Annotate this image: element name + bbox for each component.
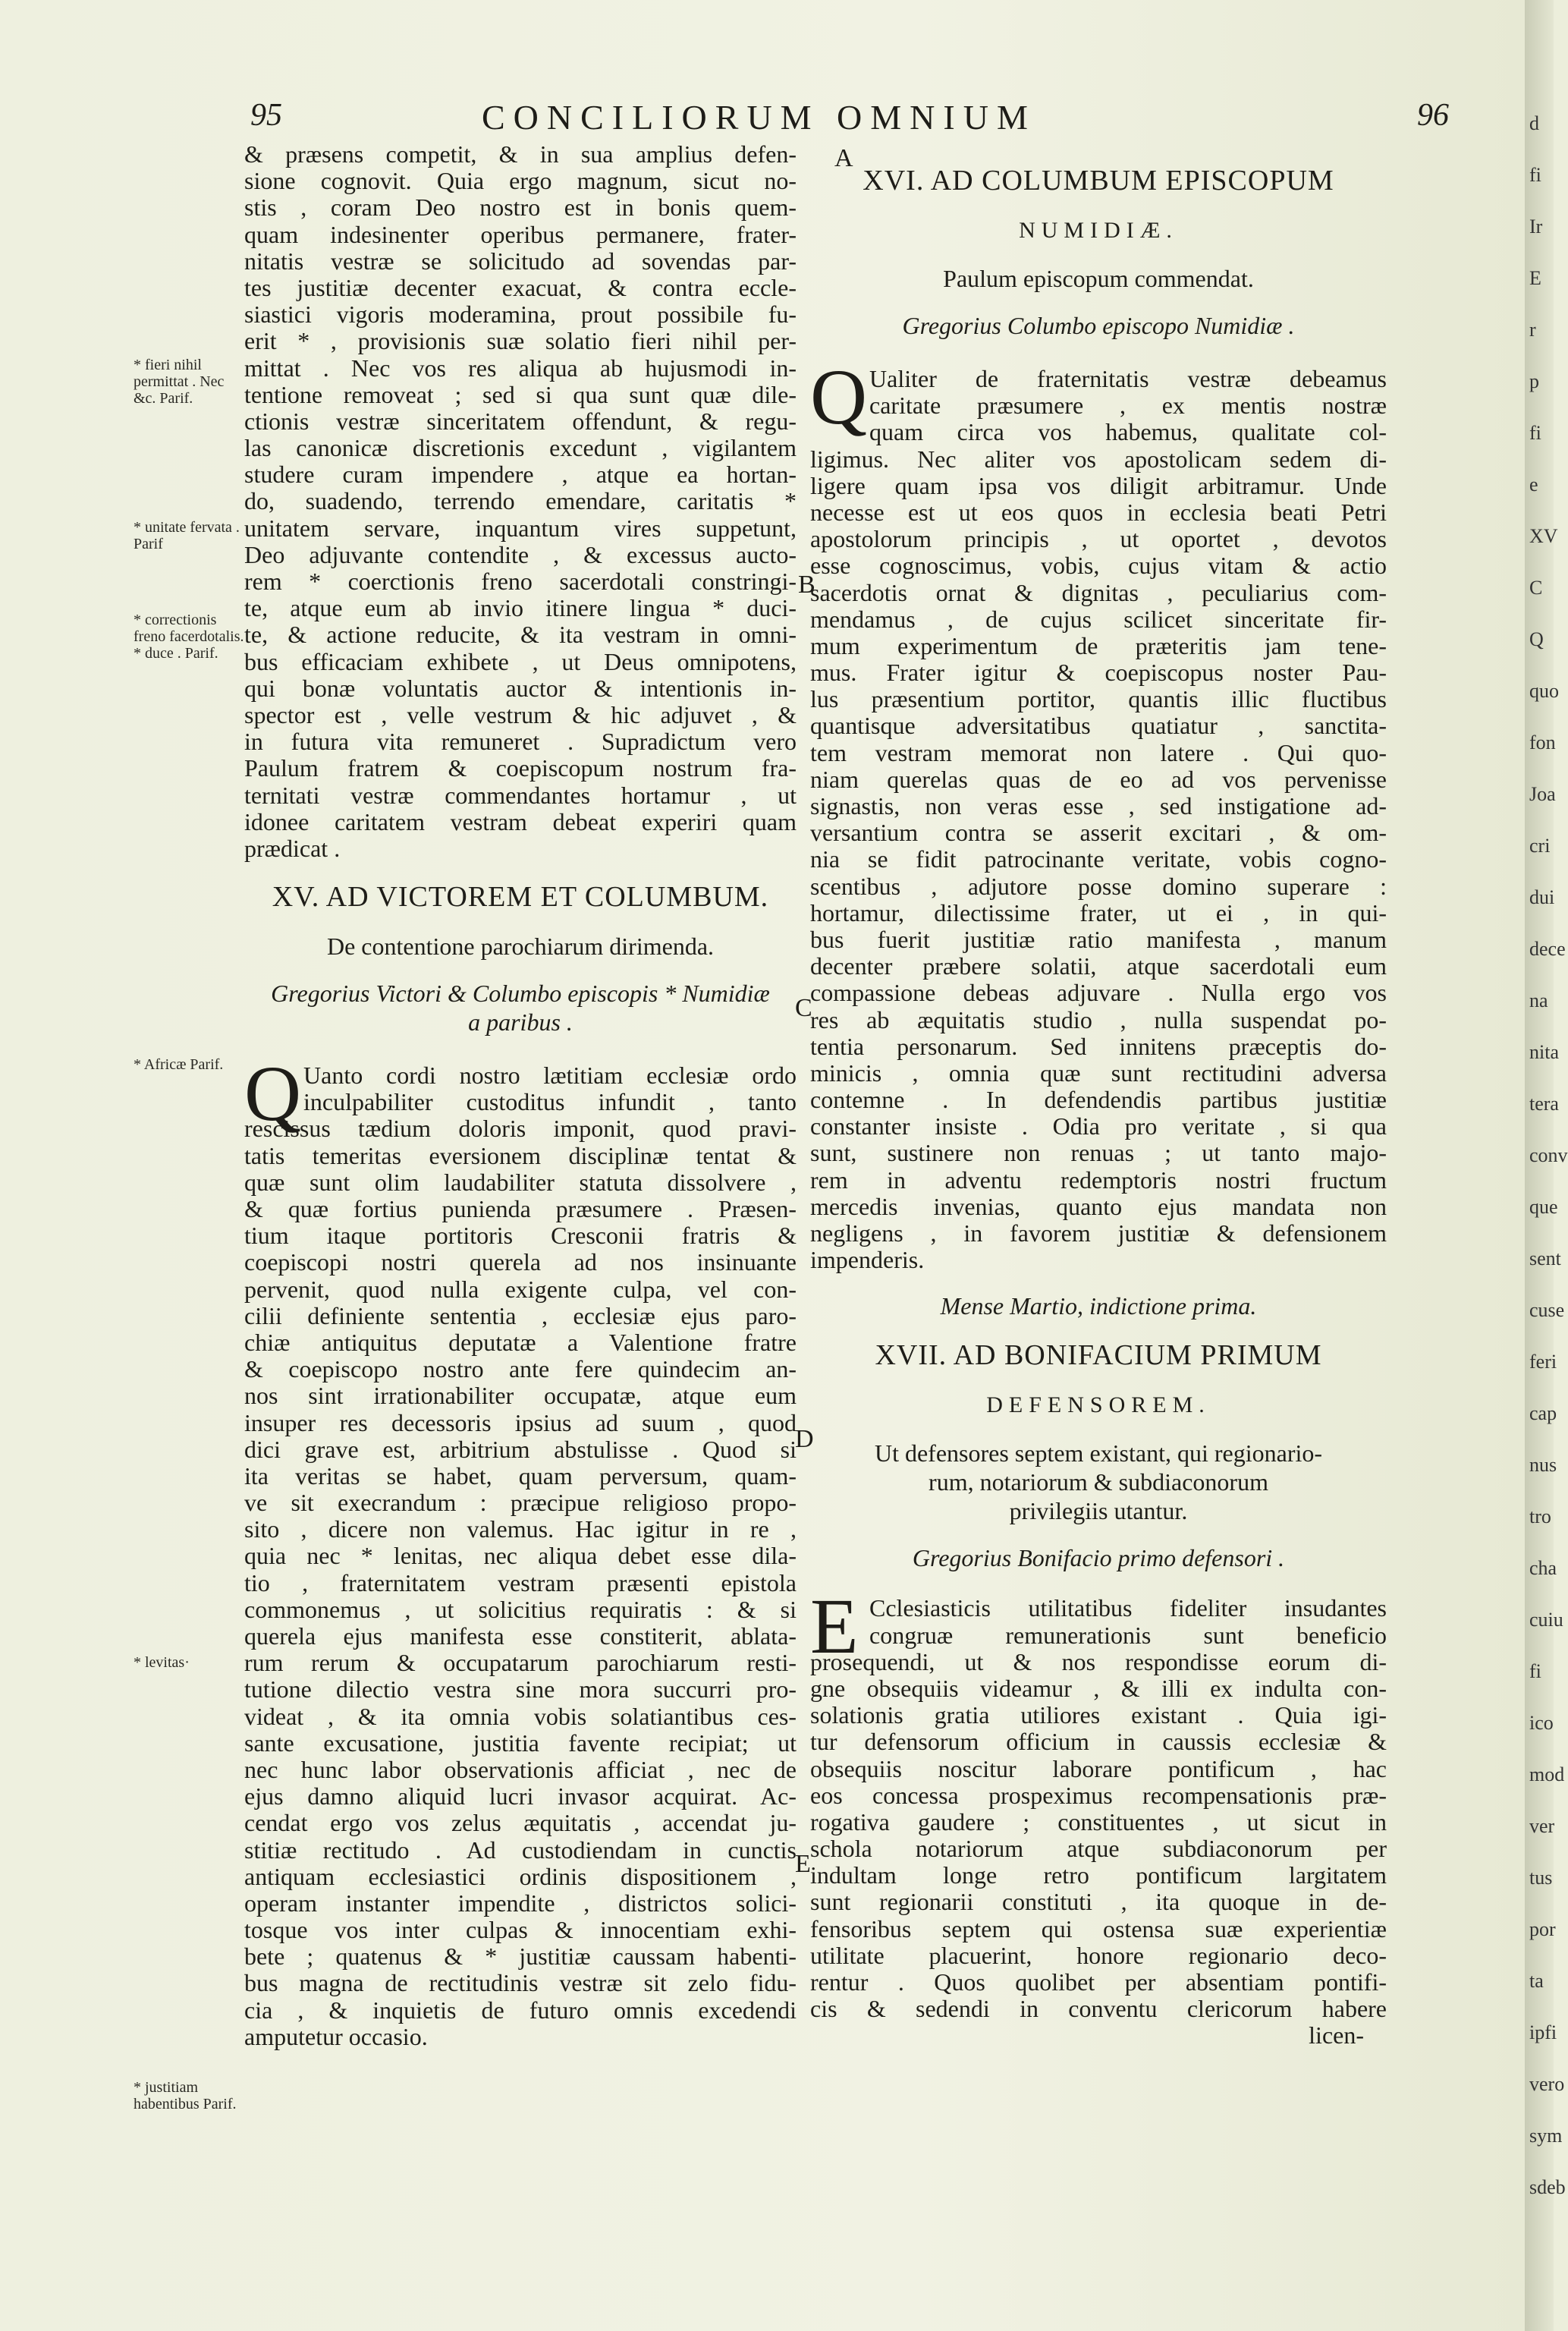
edge-fragment: por [1529,1918,1556,1940]
section-xvi-summary: Paulum episcopum commendat. [943,265,1254,292]
text-line: quia nec * lenitas, nec aliqua debet esse dila- [244,1542,797,1570]
text-line: lus præsentium portitor, quantis illic fluctibus [810,685,1387,713]
text-line: Cclesiasticis utilitatibus fideliter insudantes [869,1594,1387,1622]
text-line: congruæ remunerationis sunt beneficio [869,1621,1387,1649]
text-line: tutione dilectio vestra sine mora succurri pro- [244,1675,797,1703]
text-line: erit * , provisionis suæ solatio fieri nihil per- [244,327,797,355]
edge-fragment: cap [1529,1402,1557,1424]
edge-fragment: na [1529,989,1548,1011]
section-letter-e: E [795,1850,811,1878]
text-line: necesse est ut eos quos in ecclesia beati Petri [810,498,1387,526]
text-line: inculpabiliter custoditus infundit , tanto [303,1088,797,1116]
edge-fragment: E [1529,267,1541,289]
edge-fragment: ta [1529,1970,1544,1992]
section-xvii-inscription: Gregorius Bonifacio primo defensori . [912,1544,1285,1572]
edge-fragment: p [1529,370,1539,392]
edge-fragment: mod [1529,1763,1565,1785]
catchword: licen- [1309,2021,1364,2049]
edge-fragment: nita [1529,1041,1559,1063]
section-xv-title: XV. AD VICTOREM ET COLUMBUM. [272,881,769,914]
section-xvi-opening [810,354,1387,446]
edge-fragment: Q [1529,628,1544,650]
edge-fragment: XV [1529,525,1558,547]
text-line: videat , & ita omnia vobis solatiantibus ces- [244,1702,797,1730]
section-xvii-summary-2: rum, notariorum & subdiaconorum [929,1468,1268,1496]
text-line: do, suadendo, terrendo emendare, caritatis * [244,487,797,515]
text-line: rescissus tædium doloris imponit, quod pravi- [244,1115,797,1143]
text-line: tio , fraternitatem vestram præsenti epistola [244,1568,797,1596]
section-xv-summary: De contentione parochiarum dirimenda. [326,933,715,961]
edge-fragment: fi [1529,422,1541,444]
text-line: gne obsequiis videamur , & illi ex indulta con- [810,1674,1387,1702]
edge-fragment: nus [1529,1454,1557,1476]
text-line: rogativa gaudere ; constituentes , ut sicut in [810,1807,1387,1836]
text-line: rum rerum & occupatarum parochiarum resti- [244,1649,797,1677]
text-line: siastici vigoris moderamina, prout possibile fu- [244,300,797,329]
edge-fragment: fi [1529,164,1541,186]
edge-fragment: sym [1529,2125,1563,2147]
text-line: decenter præbere solatii, atque sacerdotali eum [810,952,1387,980]
text-line: cia , & inquietis de futuro omnis excedendi [244,1996,797,2024]
facing-page-edge [1525,0,1568,2331]
text-line: Paulum fratrem & coepiscopum nostrum fra- [244,754,797,782]
text-line: mittat . Nec vos res aliqua ab hujusmodi in- [244,354,797,382]
page-number-left: 95 [250,98,282,133]
text-line: idonee caritatem vestram debeat experiri quam [244,807,797,835]
text-line: prosequendi, ut & nos respondisse eorum di- [810,1647,1387,1675]
left-intro-text [244,141,797,862]
text-line: apostolorum principis , ut oportet , devotos [810,525,1387,553]
drop-capital: E [810,1583,859,1671]
text-line: & præsens competit, & in sua amplius defen- [244,140,797,168]
edge-fragment: sent [1529,1247,1561,1269]
drop-capital: Q [810,354,868,441]
text-line: insuper res decessoris ipsius ad suum , quod [244,1408,797,1436]
text-line: bus magna de rectitudinis vestræ sit zelo fidu- [244,1969,797,1997]
text-line: obsequiis noscitur laborare pontificum , hac [810,1754,1387,1782]
text-line: spector est , velle vestrum & hic adjuvet , & [244,700,797,728]
left-column [244,141,797,2050]
text-line: fensoribus septem qui ostensa suæ experientiæ [810,1914,1387,1942]
edge-fragment: feri [1529,1351,1557,1373]
text-line: nec hunc labor observationis afficiat , nec de [244,1755,797,1783]
section-letter-c: C [795,994,812,1022]
section-xvii-body [810,1649,1387,2023]
section-letter-a: A [834,144,853,172]
text-line: rem in adventu redemptoris nostri fructum [810,1166,1387,1194]
text-line: versantium contra se asserit excitari , & om- [810,819,1387,847]
text-line: constanter insiste . Odia pro veritate , si qua [810,1112,1387,1140]
text-line: res ab æquitatis studio , nulla suspendat po- [810,1005,1387,1033]
text-line: dici grave est, arbitrium abstulisse . Quod si [244,1435,797,1463]
section-xvi-inscription: Gregorius Columbo episcopo Numidiæ . [902,312,1295,339]
section-xvi-title: XVI. AD COLUMBUM EPISCOPUM [863,165,1334,197]
section-letter-b: B [798,571,815,599]
text-line: niam querelas quas de eo ad vos pervenisse [810,765,1387,793]
text-line: mercedis invenias, quanto ejus mandata non [810,1192,1387,1220]
section-xvi-date: Mense Martio, indictione prima. [940,1292,1257,1320]
edge-fragment: C [1529,577,1543,599]
edge-fragment: cuiu [1529,1609,1563,1631]
text-line: negligens , in favorem justitiæ & defensionem [810,1219,1387,1247]
text-line: Uanto cordi nostro lætitiam ecclesiæ ordo [303,1062,797,1090]
edge-fragment: Ir [1529,215,1543,238]
edge-fragment: conv [1529,1144,1568,1166]
text-line: quantisque adversitatibus quatiatur , sanctita- [810,712,1387,740]
text-line: ligimus. Nec aliter vos apostolicam sedem di- [810,445,1387,473]
margin-note: * levitas· [134,1654,190,1671]
text-line: solationis gratia utiliores existant . Quia igi- [810,1701,1387,1729]
edge-fragment: vero [1529,2073,1565,2095]
text-line: mendamus , de cujus scilicet sinceritate fir- [810,605,1387,633]
text-line: minicis , omnia quæ sunt rectitudini adversa [810,1059,1387,1087]
text-line: stis , coram Deo nostro est in bonis quem- [244,193,797,222]
text-line: coepiscopi nostri querela ad nos insinuante [244,1248,797,1276]
text-line: eos concessa prospeximus recompensationis præ- [810,1781,1387,1809]
text-line: bus efficaciam exhibete , ut Deus omnipotens, [244,647,797,675]
text-line: amputetur occasio. [244,2022,428,2050]
margin-note: * Africæ Parif. [134,1056,224,1073]
text-line: sacerdotis ornat & dignitas , peculiarius com- [810,578,1387,606]
text-line: cendat ergo vos zelus æquitatis , accendat ju- [244,1809,797,1837]
edge-fragment: que [1529,1196,1558,1218]
section-xv-body [244,1115,797,2050]
text-line: sito , dicere non valemus. Hac igitur in re , [244,1515,797,1543]
section-xv-inscription-1: Gregorius Victori & Columbo episcopis * Numidiæ [271,980,770,1008]
section-letter-d: D [795,1425,814,1453]
running-title: CONCILIORUM OMNIUM [482,98,1036,137]
text-line: mus. Frater igitur & coepiscopus noster Pau- [810,659,1387,687]
text-line: esse cognoscimus, vobis, cujus vitam & actio [810,552,1387,580]
section-xvi-body [810,446,1387,1274]
text-line: cis & sedendi in conventu clericorum habere [810,1995,1387,2023]
text-line: chiæ antiquitus deputatæ a Valentione fratre [244,1328,797,1356]
text-line: indultam longe retro pontificum largitatem [810,1861,1387,1889]
text-line: & coepiscopo nostro ante fere quindecim an- [244,1355,797,1383]
text-line: tentione removeat ; sed si qua sunt quæ dile- [244,380,797,408]
text-line: rentur . Quos quolibet per absentiam pontifi- [810,1968,1387,1996]
text-line: tium itaque portitoris Cresconii fratris & [244,1222,797,1250]
section-xvii-title-2: DEFENSOREM. [986,1392,1211,1418]
text-line: quæ sunt olim laudabiliter statuta dissolvere , [244,1168,797,1196]
text-line: antiquam ecclesiastici ordinis dispositionem , [244,1862,797,1890]
margin-note: * correctionis freno facerdotalis. * duce . Parif. [134,612,244,662]
text-line: rem * coerctionis freno sacerdotali constringi- [244,568,797,595]
text-line: quam indesinenter operibus permanere, frater- [244,220,797,248]
edge-fragment: cri [1529,835,1551,857]
text-line: ita veritas se habet, quam perversum, quam- [244,1461,797,1490]
text-line: scentibus , adjutore posse domino superare : [810,872,1387,900]
text-line: studere curam impendere , atque ea hortan- [244,461,797,489]
text-line: caritate præsumere , ex mentis nostræ [869,392,1387,420]
section-xvii-summary-1: Ut defensores septem existant, qui regionario- [874,1439,1323,1467]
edge-fragment: r [1529,319,1536,341]
edge-fragment: tro [1529,1505,1551,1527]
edge-fragment: e [1529,473,1538,495]
edge-fragment: cuse [1529,1299,1565,1321]
text-line: tatis temeritas eversionem disciplinæ tentat & [244,1141,797,1169]
text-line: bete ; quatenus & * justitiæ caussam habenti- [244,1942,797,1971]
text-line: tem vestram memorat non latere . Qui quo- [810,738,1387,766]
margin-note: * unitate fervata . Parif [134,519,240,552]
text-line: ctionis vestræ sinceritatem offendunt, & regu- [244,407,797,435]
text-line: ejus damno aliquid lucri invasor acquirat. Ac- [244,1782,797,1810]
text-line: Ualiter de fraternitatis vestræ debeamus [869,365,1387,392]
text-line: nia se fidit patrocinante veritate, vobis cogno- [810,845,1387,873]
text-line: tes justitiæ decenter exacuat, & contra eccle- [244,273,797,301]
text-line: operam instanter impendite , districtos solici- [244,1889,797,1917]
text-line: contemne . In defendendis partibus justitiæ [810,1086,1387,1114]
edge-fragment: d [1529,112,1539,134]
text-line: ligere quam ipsa vos diligit arbitramur. Unde [810,471,1387,499]
text-line: prædicat . [244,834,341,862]
section-xvi-title-2: NUMIDIÆ. [1019,218,1178,243]
margin-note: * justitiam habentibus Parif. [134,2079,237,2112]
section-xvii-summary-3: privilegiis utantur. [1009,1497,1188,1525]
text-line: nos sint irrationabiliter occupatæ, atque eum [244,1382,797,1410]
edge-fragment: dece [1529,938,1566,960]
text-line: utilitate placuerint, honore regionario deco- [810,1941,1387,1969]
edge-fragment: tus [1529,1867,1553,1889]
page-number-right: 96 [1417,98,1449,133]
text-line: bus fuerit justitiæ ratio manifesta , manum [810,925,1387,953]
edge-fragment: tera [1529,1093,1559,1115]
text-line: las canonicæ discretionis excedunt , vigilantem [244,434,797,462]
text-line: qui bonæ voluntatis auctor & intentionis in- [244,674,797,702]
text-line: cilii definiente sententia , ecclesiæ ejus paro- [244,1301,797,1329]
text-line: signastis, non veras esse , sed instigatione ad- [810,792,1387,819]
edge-fragment: sdeb [1529,2176,1566,2198]
right-column [810,141,1387,2049]
edge-fragment: ipfi [1529,2021,1557,2043]
text-line: te, & actione reducite, & ita vestram in omni- [244,621,797,649]
text-line: tentia personarum. Sed innitens præceptis do- [810,1032,1387,1060]
text-line: ternitati vestræ commendantes hortamur , ut [244,781,797,809]
text-line: hortamur, dilectissime frater, ut ei , in qui- [810,898,1387,926]
text-line: in futura vita remuneret . Supradictum vero [244,728,797,756]
text-line: schola notariorum atque subdiaconorum per [810,1835,1387,1863]
text-line: quam circa vos habemus, qualitate col- [869,418,1387,446]
edge-fragment: cha [1529,1557,1557,1579]
text-line: querela ejus manifesta esse constiterit, ablata- [244,1622,797,1650]
edge-fragment: ico [1529,1712,1554,1734]
text-line: commonemus , ut solicitius requiratis : & si [244,1595,797,1623]
section-xvii-title: XVII. AD BONIFACIUM PRIMUM [875,1339,1322,1372]
section-xv-inscription-2: a paribus . [468,1008,573,1037]
text-line: sante excusatione, justitia favente recipiat; ut [244,1729,797,1757]
text-line: tur defensorum officium in caussis ecclesiæ & [810,1728,1387,1756]
edge-fragment: ver [1529,1815,1555,1837]
text-line: & quæ fortius punienda præsumere . Præsen- [244,1195,797,1222]
text-line: nitatis vestræ se solicitudo ad sovendas par- [244,247,797,275]
text-line: sione cognovit. Quia ergo magnum, sicut no- [244,167,797,195]
text-line: compassione debeas adjuvare . Nulla ergo vos [810,979,1387,1007]
text-line: unitatem servare, inquantum vires suppetunt, [244,514,797,542]
text-line: Deo adjuvante contendite , & excessus aucto- [244,540,797,568]
edge-fragment: dui [1529,886,1555,908]
edge-fragment: fon [1529,731,1556,753]
text-line: pervenit, quod nulla exigente culpa, vel con- [244,1275,797,1303]
edge-fragment: Joa [1529,783,1556,805]
text-line: sunt, sustinere non renuas ; ut tanto majo- [810,1139,1387,1167]
text-line: mum experimentum de præteritis jam tene- [810,631,1387,659]
text-line: impenderis. [810,1246,925,1274]
edge-fragment: quo [1529,680,1559,702]
text-line: te, atque eum ab invio itinere lingua * duci- [244,594,797,622]
text-line: ve sit execrandum : præcipue religioso propo- [244,1489,797,1517]
running-header [250,97,1449,143]
text-line: sunt regionarii constituti , ita quoque in de- [810,1888,1387,1916]
margin-note: * fieri nihil permittat . Nec &c. Parif. [134,357,225,407]
text-line: tosque vos inter culpas & innocentiam exhi- [244,1916,797,1944]
text-line: stitiæ rectitudo . Ad custodiendam in cunctis [244,1836,797,1864]
edge-fragment: fi [1529,1660,1541,1682]
drop-capital: Q [244,1050,302,1138]
